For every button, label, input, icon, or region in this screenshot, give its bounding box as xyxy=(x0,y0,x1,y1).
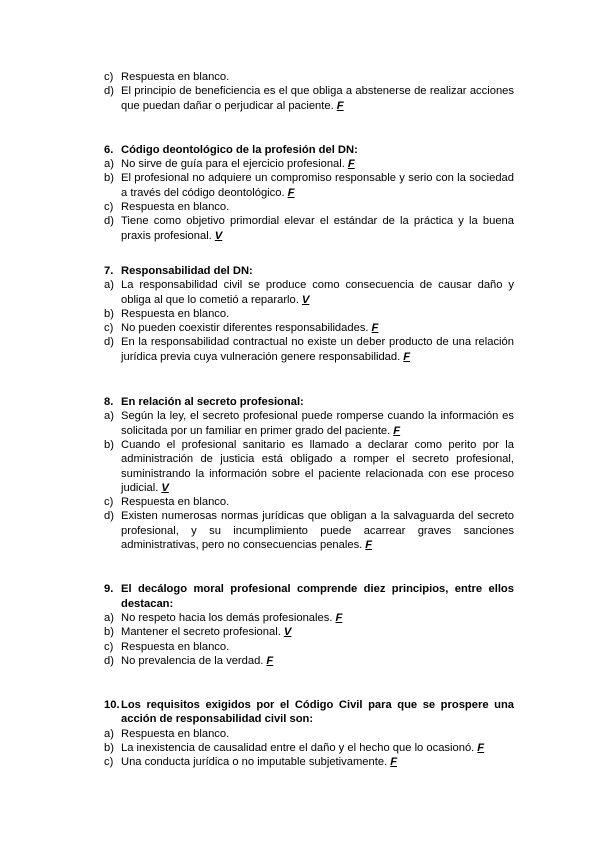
answer-mark: F xyxy=(266,654,274,667)
answer-mark: V xyxy=(161,481,169,494)
option-text: La inexistencia de causalidad entre el daño y el hecho que lo ocasionó. F xyxy=(121,741,485,754)
option-item xyxy=(104,321,514,335)
option-item xyxy=(104,625,514,639)
option-item xyxy=(104,70,514,84)
option-letter: b) xyxy=(104,438,114,451)
answer-mark: F xyxy=(336,99,344,112)
option-text: Respuesta en blanco. xyxy=(121,71,230,83)
option-letter: c) xyxy=(104,71,114,83)
option-item xyxy=(104,84,514,113)
option-letter: c) xyxy=(104,201,114,214)
answer-mark: F xyxy=(347,158,355,171)
question-number: 10. xyxy=(104,699,120,712)
option-item xyxy=(104,278,514,307)
option-letter: a) xyxy=(104,727,114,740)
question-number: 9. xyxy=(104,583,114,596)
option-letter: a) xyxy=(104,158,114,171)
option-text: No sirve de guía para el ejercicio profesional. F xyxy=(121,158,355,171)
option-item xyxy=(104,741,514,755)
question-8 xyxy=(104,395,514,552)
option-letter: c) xyxy=(104,756,114,769)
question-carryover xyxy=(104,70,514,113)
question-title xyxy=(104,582,514,611)
option-text: Respuesta en blanco. xyxy=(121,307,230,320)
option-letter: a) xyxy=(104,410,114,423)
option-text: Respuesta en blanco. xyxy=(121,496,230,509)
answer-mark: F xyxy=(335,611,343,624)
question-title xyxy=(104,698,514,727)
option-item xyxy=(104,727,514,741)
option-text: No respeto hacia los demás profesionales. F xyxy=(121,611,343,624)
option-item xyxy=(104,157,514,171)
option-text: Cuando el profesional sanitario es llamado a declarar como perito por la administración de justicia está obligado a romper el secreto profesional, suministrando la información sobre el paciente relacionada con ese proceso judicial. V xyxy=(121,438,514,494)
answer-mark: V xyxy=(301,293,310,306)
option-item xyxy=(104,654,514,668)
option-text: Tiene como objetivo primordial elevar el estándar de la práctica y la buena praxis profesional. V xyxy=(121,215,514,242)
option-text: Respuesta en blanco. xyxy=(121,640,230,653)
option-item xyxy=(104,640,514,654)
option-text: Respuesta en blanco. xyxy=(121,727,230,740)
question-title xyxy=(104,143,514,157)
option-text: En la responsabilidad contractual no existe un deber producto de una relación jurídica previa cuya vulneración genere responsabilidad. F xyxy=(121,336,514,363)
option-letter: d) xyxy=(104,336,114,349)
option-letter: b) xyxy=(104,307,114,320)
option-text: La responsabilidad civil se produce como consecuencia de causar daño y obliga al que lo cometió a repararlo. V xyxy=(121,279,514,306)
option-letter: c) xyxy=(104,322,114,335)
option-item xyxy=(104,409,514,438)
option-letter: d) xyxy=(104,510,114,523)
option-letter: c) xyxy=(104,496,114,509)
option-text: Una conducta jurídica o no imputable subjetivamente. F xyxy=(121,756,398,769)
answer-mark: F xyxy=(477,741,485,754)
option-item xyxy=(104,307,514,321)
question-9 xyxy=(104,582,514,668)
answer-mark: F xyxy=(390,756,398,769)
option-text: Según la ley, el secreto profesional puede romperse cuando la información es solicitada por un familiar en primer grado del paciente. F xyxy=(121,410,514,437)
question-text: Responsabilidad del DN: xyxy=(121,264,253,277)
option-letter: c) xyxy=(104,640,114,653)
question-10 xyxy=(104,698,514,769)
option-text: No prevalencia de la verdad. F xyxy=(121,654,274,667)
option-item xyxy=(104,755,514,769)
question-text: Código deontológico de la profesión del DN: xyxy=(121,143,358,156)
option-text: Existen numerosas normas jurídicas que obligan a la salvaguarda del secreto profesional, y su incumplimiento puede acarrear graves sanciones administrativas, pero no consecuencias penales. F xyxy=(121,510,514,552)
option-text: Respuesta en blanco. xyxy=(121,201,230,214)
option-item xyxy=(104,200,514,214)
option-text: El principio de beneficiencia es el que obliga a abstenerse de realizar acciones que puedan dañar o perjudicar al paciente. F xyxy=(121,85,514,112)
question-6 xyxy=(104,143,514,243)
document-page xyxy=(104,70,514,770)
answer-mark: F xyxy=(393,424,401,437)
question-number: 8. xyxy=(104,396,114,409)
question-title xyxy=(104,395,514,409)
question-title xyxy=(104,264,514,278)
answer-mark: F xyxy=(287,186,295,199)
option-letter: a) xyxy=(104,279,114,292)
option-letter: b) xyxy=(104,741,114,754)
question-text: Los requisitos exigidos por el Código Civil para que se prospere una acción de responsabilidad civil son: xyxy=(121,699,514,726)
question-number: 6. xyxy=(104,143,114,156)
option-text: No pueden coexistir diferentes responsabilidades. F xyxy=(121,322,379,335)
option-letter: d) xyxy=(104,215,114,228)
option-text: Mantener el secreto profesional. V xyxy=(121,626,292,639)
option-item xyxy=(104,495,514,509)
answer-mark: F xyxy=(371,322,379,335)
option-item xyxy=(104,335,514,364)
answer-mark: F xyxy=(365,539,373,552)
option-item xyxy=(104,611,514,625)
option-item xyxy=(104,214,514,243)
option-item xyxy=(104,438,514,495)
answer-mark: V xyxy=(283,626,292,639)
option-letter: d) xyxy=(104,85,114,98)
option-letter: a) xyxy=(104,611,114,624)
question-text: El decálogo moral profesional comprende diez principios, entre ellos destacan: xyxy=(121,583,514,610)
option-letter: d) xyxy=(104,654,114,667)
question-7 xyxy=(104,264,514,364)
option-item xyxy=(104,509,514,552)
option-letter: b) xyxy=(104,626,114,639)
question-number: 7. xyxy=(104,264,114,277)
option-letter: b) xyxy=(104,172,114,185)
answer-mark: F xyxy=(403,350,411,363)
answer-mark: V xyxy=(214,229,223,242)
question-text: En relación al secreto profesional: xyxy=(121,396,304,409)
option-text: El profesional no adquiere un compromiso responsable y serio con la sociedad a través del código deontológico. F xyxy=(121,172,514,199)
option-item xyxy=(104,171,514,200)
